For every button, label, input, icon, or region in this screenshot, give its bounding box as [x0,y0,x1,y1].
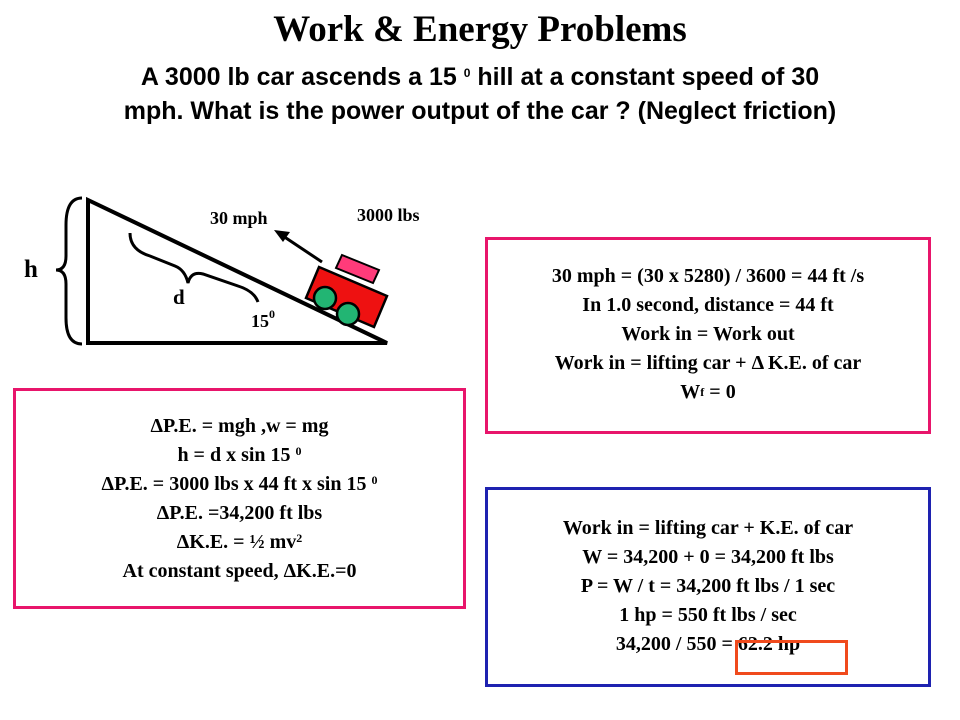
box-right-line-5: Wf = 0 [680,381,736,403]
problem-line-2: mph. What is the power output of the car ? (Neglect friction) [123,97,837,125]
problem-line-1: A 3000 lb car ascends a 15 $^0$ hill at a constant speed of 30 [140,63,820,91]
box-left-line-6: At constant speed, ΔK.E.=0 [122,560,357,582]
box-left-line-3: ΔP.E. = 3000 lbs x 44 ft x sin 15 $^0$ [101,473,378,495]
distance-brace [130,233,258,302]
energy-equations-box [13,388,466,609]
box-left-line-2: h = d x sin 15 $^0$ [177,444,302,466]
weight-label: 3000 lbs [357,205,420,225]
box-bottom-line-2: W = 34,200 + 0 = 34,200 ft lbs [582,546,834,568]
box-bottom-line-1: Work in = lifting car + K.E. of car [562,517,854,539]
box-bottom-line-4: 1 hp = 550 ft lbs / sec [619,604,797,626]
box-left-line-4: ΔP.E. =34,200 ft lbs [156,502,323,524]
page-title: Work & Energy Problems [273,9,687,50]
angle-label: $15^0$ [251,307,275,331]
direction-arrow [280,234,322,262]
box-bottom-line-3: P = W / t = 34,200 ft lbs / 1 sec [580,575,836,597]
car-icon [306,255,387,327]
box-left-line-5: ΔK.E. = ½ $mv^2$ [176,531,303,553]
car-wheel-rear [314,287,336,309]
speed-conversion-box [485,237,931,434]
box-bottom-line-5: 34,200 / 550 = 62.2 hp [615,633,801,655]
answer-highlight [735,640,848,675]
distance-label: d [173,285,185,309]
box-right-line-3: Work in = Work out [621,323,795,345]
box-right-line-2: In 1.0 second, distance = 44 ft [582,294,834,316]
box-right-line-4: Work in = lifting car + Δ K.E. of car [554,352,862,374]
problem-degree: 0 [463,66,471,80]
car-wheel-front [337,303,359,325]
speed-label: 30 mph [210,208,268,228]
power-calculation-box [485,487,931,687]
height-brace [56,198,82,344]
height-label: h [24,256,38,283]
box-right-line-1: 30 mph = (30 x 5280) / 3600 = 44 ft /s [551,265,865,287]
box-left-line-1: ΔP.E. = mgh ,w = mg [150,415,329,437]
